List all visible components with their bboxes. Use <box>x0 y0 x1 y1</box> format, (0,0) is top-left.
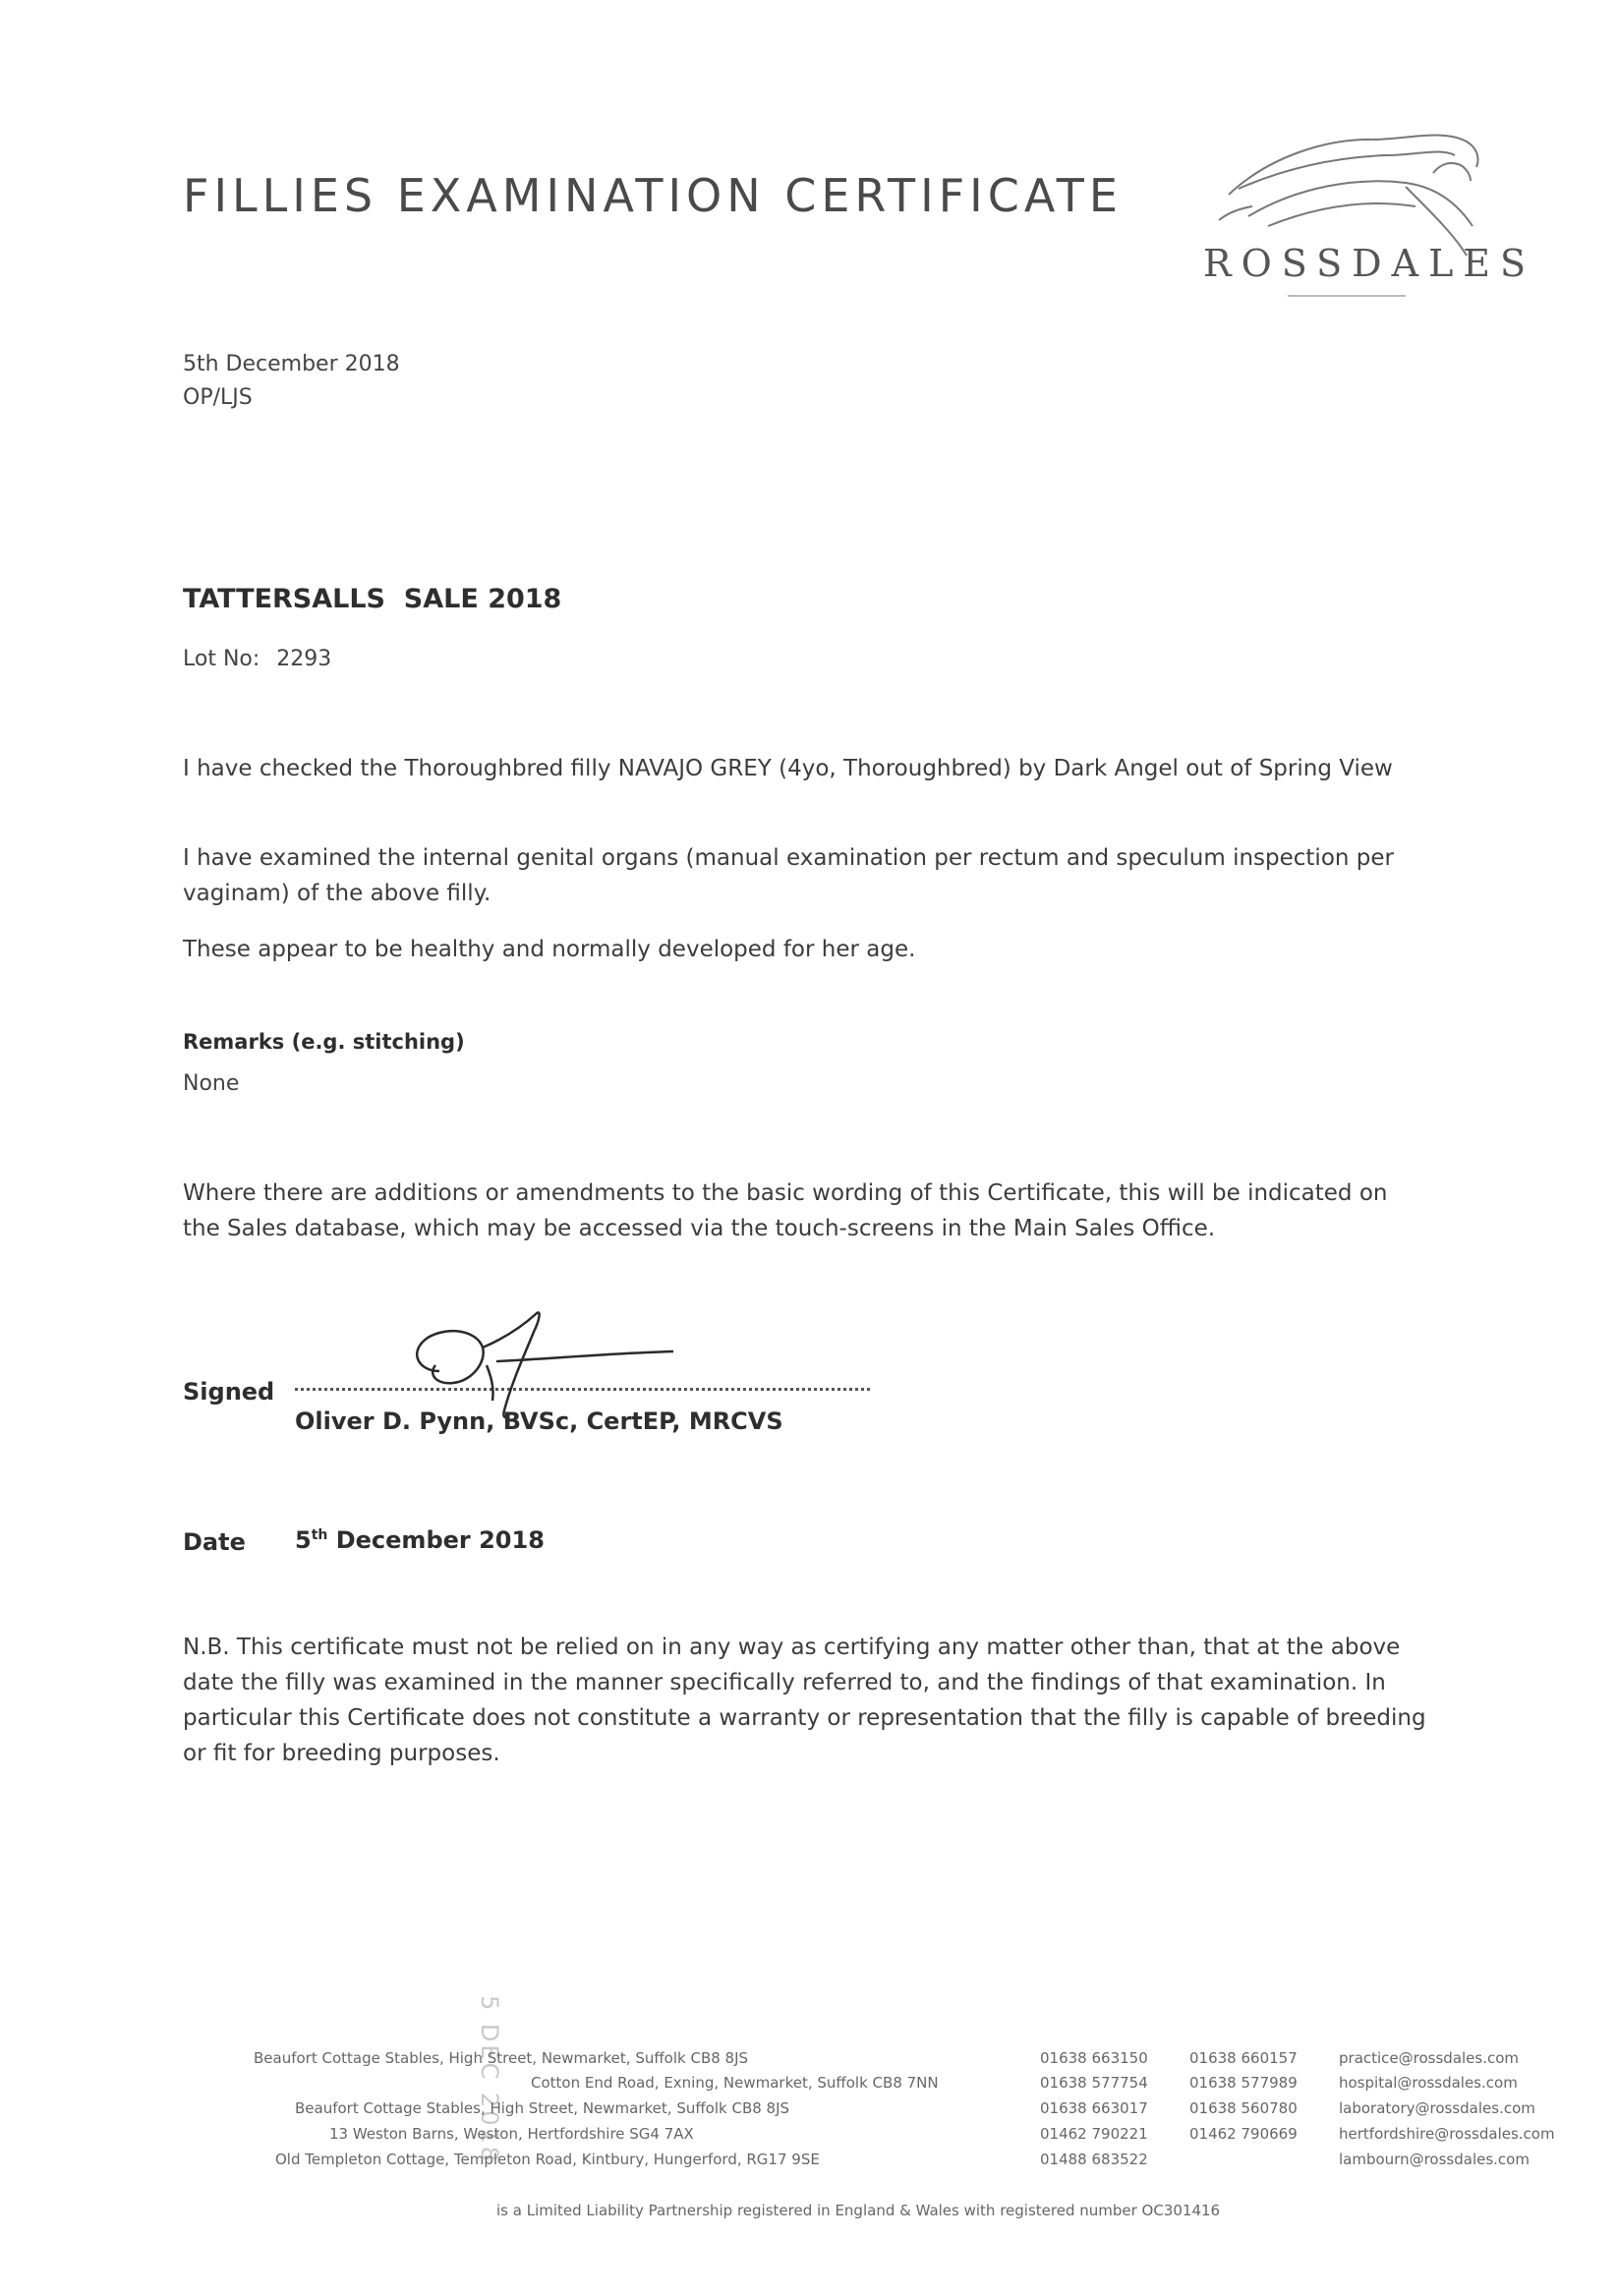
paragraph-checked: I have checked the Thoroughbred filly NAVAJO GREY (4yo, Thoroughbred) by Dark Angel out of Spring View <box>183 756 1393 781</box>
footer-email-1: practice@rossdales.com <box>1339 2049 1520 2067</box>
footer-email-4: hertfordshire@rossdales.com <box>1339 2125 1555 2143</box>
lot-number: 2293 <box>276 647 332 671</box>
footer-fax-1: 01638 660157 <box>1189 2049 1298 2067</box>
footer-address-1: Beaufort Cottage Stables, High Street, Newmarket, Suffolk CB8 8JS <box>254 2049 749 2067</box>
signed-date <box>295 1526 545 1554</box>
logo-wordmark: ROSSDALES <box>1203 242 1536 285</box>
footer-fax-3: 01638 560780 <box>1189 2099 1298 2117</box>
footer-email-2: hospital@rossdales.com <box>1339 2074 1518 2092</box>
footer-phone-3: 01638 663017 <box>1040 2099 1148 2117</box>
footer-fax-4: 01462 790669 <box>1189 2125 1298 2143</box>
signed-label: Signed <box>183 1378 275 1406</box>
footer-address-2: Cotton End Road, Exning, Newmarket, Suffolk CB8 7NN <box>531 2074 939 2092</box>
paragraph-examined: I have examined the internal genital organs (manual examination per rectum and speculum inspection per vaginam) of the above filly. <box>183 845 1394 906</box>
footer-legal-notice: is a Limited Liability Partnership registered in England & Wales with registered number OC301416 <box>496 2202 1221 2219</box>
footer-address-3: Beaufort Cottage Stables, High Street, Newmarket, Suffolk CB8 8JS <box>295 2099 790 2117</box>
footer-phone-1: 01638 663150 <box>1040 2049 1148 2067</box>
lot-line <box>183 647 331 671</box>
paragraph-healthy: These appear to be healthy and normally developed for her age. <box>183 937 916 962</box>
signed-date-day: 5 <box>295 1526 312 1554</box>
reference-code: OP/LJS <box>183 385 253 410</box>
footer-email-3: laboratory@rossdales.com <box>1339 2099 1535 2117</box>
signed-date-suffix: th <box>311 1527 328 1543</box>
letter-date: 5th December 2018 <box>183 352 400 376</box>
footer-address-4: 13 Weston Barns, Weston, Hertfordshire SG4 7AX <box>329 2125 694 2143</box>
footer-fax-2: 01638 577989 <box>1189 2074 1298 2092</box>
date-label: Date <box>183 1528 246 1556</box>
nb-disclaimer: N.B. This certificate must not be relied on in any way as certifying any matter other than, that at the above date the filly was examined in the manner specifically referred to, and the findings of that examination. In particular this Certificate does not constitute a warranty or representation that the filly is capable of breeding or fit for breeding purposes. <box>183 1635 1426 1766</box>
received-stamp: 5 DEC 2018 <box>476 1995 503 2165</box>
logo-divider <box>1288 295 1406 297</box>
sale-heading: TATTERSALLS SALE 2018 <box>183 584 562 614</box>
footer-email-5: lambourn@rossdales.com <box>1339 2151 1530 2168</box>
footer-address-5: Old Templeton Cottage, Templeton Road, Kintbury, Hungerford, RG17 9SE <box>275 2151 820 2168</box>
remarks-label: Remarks (e.g. stitching) <box>183 1030 465 1054</box>
signatory-name: Oliver D. Pynn, BVSc, CertEP, MRCVS <box>295 1407 783 1435</box>
footer-phone-2: 01638 577754 <box>1040 2074 1148 2092</box>
footer-phone-4: 01462 790221 <box>1040 2125 1148 2143</box>
amendments-note: Where there are additions or amendments to the basic wording of this Certificate, this will be indicated on the Sales database, which may be accessed via the touch-screens in the Main Sales Office. <box>183 1180 1388 1241</box>
certificate-title: FILLIES EXAMINATION CERTIFICATE <box>183 169 1123 222</box>
lot-label: Lot No: <box>183 647 260 671</box>
remarks-value: None <box>183 1071 240 1096</box>
signed-date-rest: December 2018 <box>327 1526 545 1554</box>
footer-phone-5: 01488 683522 <box>1040 2151 1148 2168</box>
